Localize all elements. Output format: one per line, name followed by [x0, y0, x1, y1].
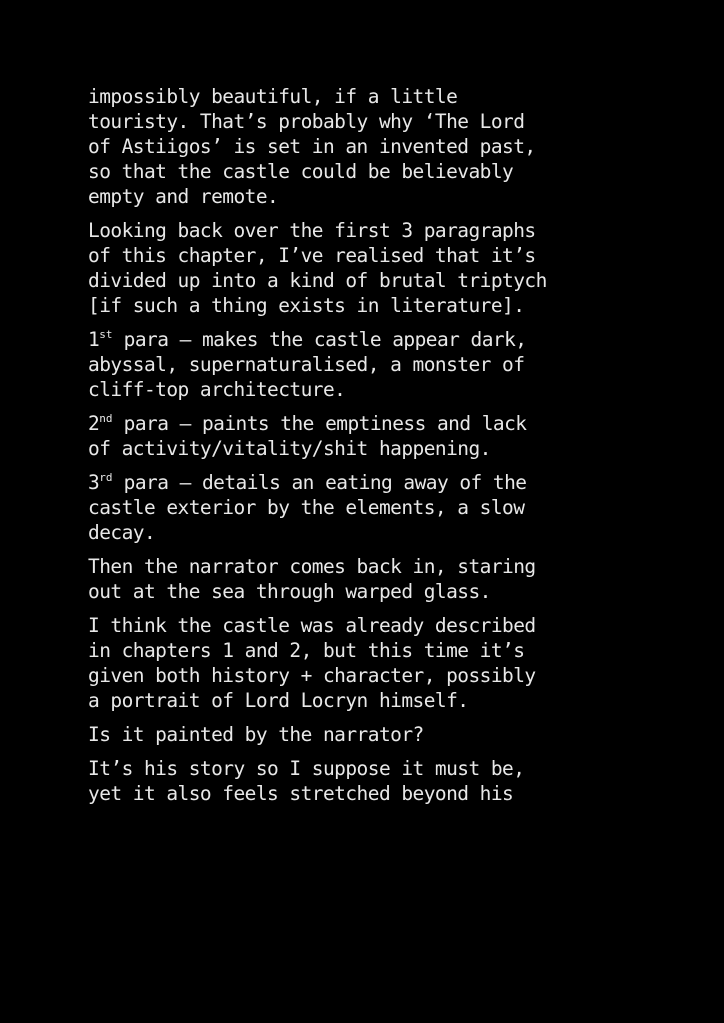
ordinal-number: 3	[88, 471, 100, 494]
text-line	[88, 327, 708, 352]
text-line: touristy. That’s probably why ‘The Lord	[88, 110, 525, 133]
text-line: castle exterior by the elements, a slow	[88, 496, 525, 519]
text-line-rest: para – details an eating away of the	[112, 471, 527, 494]
text-line-rest: para – paints the emptiness and lack	[112, 412, 527, 435]
text-line: so that the castle could be believably	[88, 160, 514, 183]
ordinal-suffix: nd	[99, 411, 113, 425]
ordinal-suffix: st	[99, 327, 113, 341]
text-line: a portrait of Lord Locryn himself.	[88, 689, 469, 712]
paragraph-first-para	[88, 327, 708, 402]
paragraph-second-para	[88, 411, 708, 461]
text-line: impossibly beautiful, if a little	[88, 85, 458, 108]
ordinal-number: 2	[88, 412, 100, 435]
text-line: empty and remote.	[88, 185, 279, 208]
text-line	[88, 411, 708, 436]
paragraph-triptych	[88, 218, 708, 318]
paragraph-castle-described	[88, 613, 708, 713]
text-line	[88, 470, 708, 495]
ordinal-number: 1	[88, 328, 100, 351]
text-line: I think the castle was already described	[88, 614, 536, 637]
text-line: of Astiigos’ is set in an invented past,	[88, 135, 536, 158]
text-line: Is it painted by the narrator?	[88, 723, 424, 746]
text-line: of this chapter, I’ve realised that it’s	[88, 244, 536, 267]
paragraph-tourist-castle	[88, 84, 708, 209]
paragraph-narrator-returns	[88, 554, 708, 604]
paragraph-third-para	[88, 470, 708, 545]
text-line: of activity/vitality/shit happening.	[88, 437, 491, 460]
text-line: cliff-top architecture.	[88, 378, 346, 401]
text-line: out at the sea through warped glass.	[88, 580, 491, 603]
text-line: decay.	[88, 521, 156, 544]
text-line: Looking back over the first 3 paragraphs	[88, 219, 536, 242]
text-line: yet it also feels stretched beyond his	[88, 782, 514, 805]
paragraph-question	[88, 722, 708, 747]
text-line: divided up into a kind of brutal triptych	[88, 269, 547, 292]
text-line: abyssal, supernaturalised, a monster of	[88, 353, 525, 376]
text-line: in chapters 1 and 2, but this time it’s	[88, 639, 525, 662]
document-page	[88, 84, 708, 815]
text-line: [if such a thing exists in literature].	[88, 294, 525, 317]
text-line: Then the narrator comes back in, staring	[88, 555, 536, 578]
paragraph-his-story	[88, 756, 708, 806]
text-line: It’s his story so I suppose it must be,	[88, 757, 525, 780]
ordinal-suffix: rd	[99, 470, 113, 484]
text-line: given both history + character, possibly	[88, 664, 536, 687]
text-line-rest: para – makes the castle appear dark,	[112, 328, 527, 351]
